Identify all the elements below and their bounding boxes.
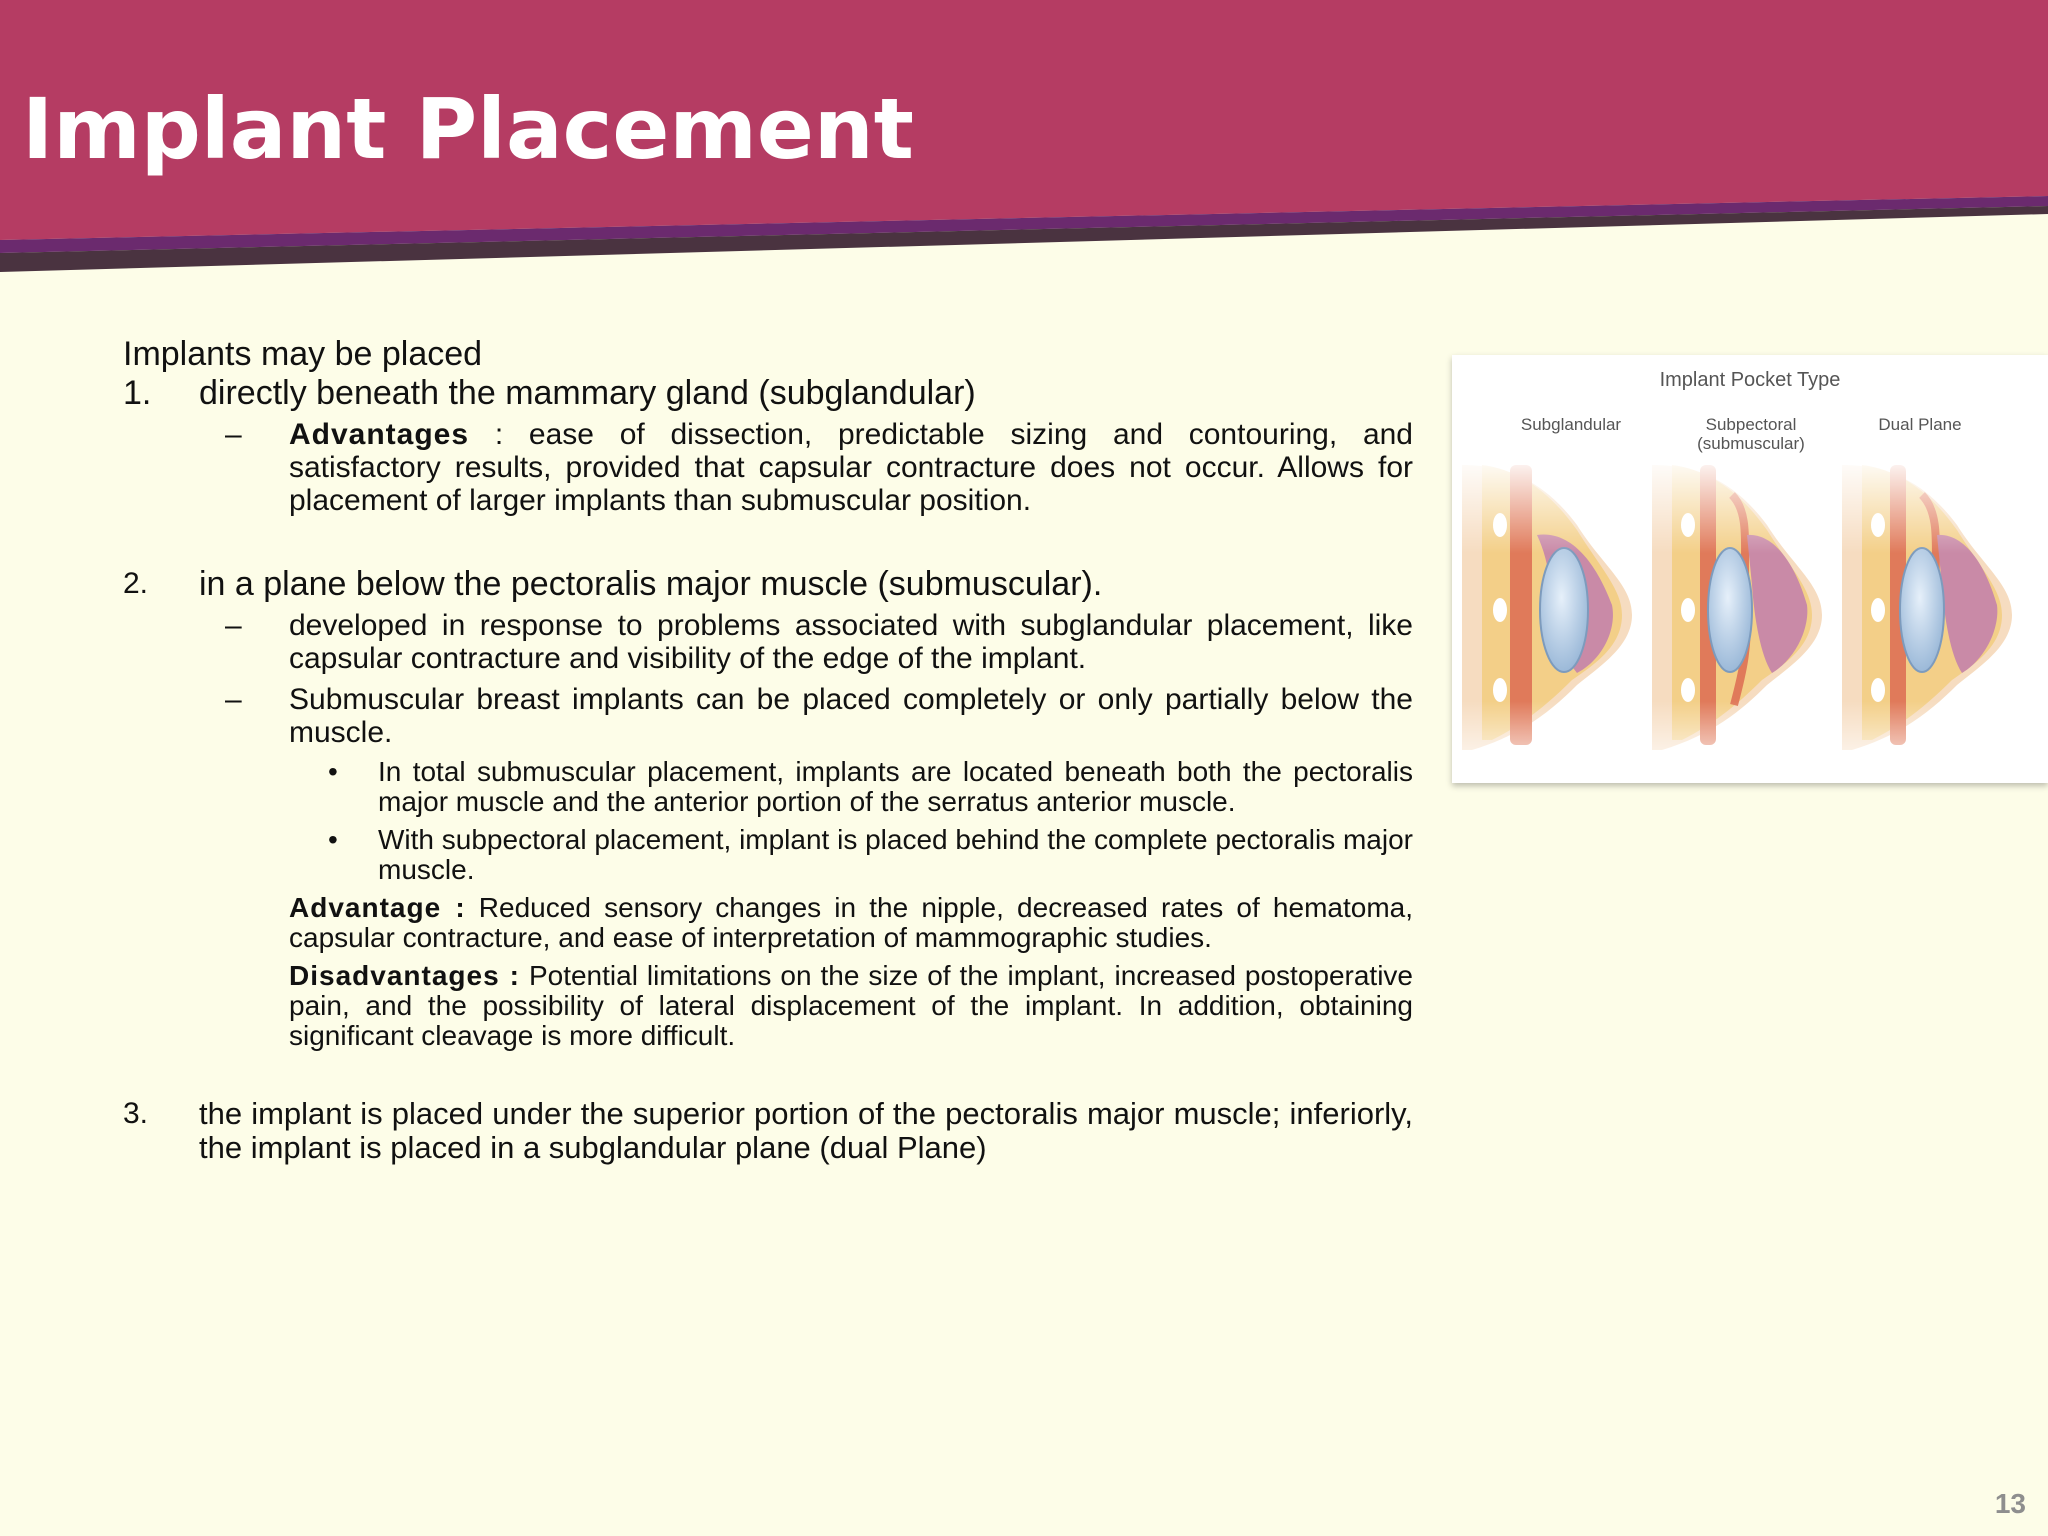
dash-marker: – bbox=[225, 683, 242, 716]
bullet-marker: • bbox=[328, 824, 338, 855]
breast-cross-sections bbox=[1452, 355, 2048, 783]
disadvantages-text: Potential limitations on the size of the implant, increased postoperative pain, and the possibility of lateral displacement of the implant. In addition, obtaining significant cleavage is more difficult. bbox=[289, 960, 1414, 1051]
list-number: 2. bbox=[123, 567, 149, 600]
bullet-text: With subpectoral placement, implant is placed behind the complete pectoralis major muscle. bbox=[378, 824, 1413, 885]
list-item-1 bbox=[123, 376, 1413, 410]
intro-text: Implants may be placed bbox=[123, 335, 483, 373]
bullet-item bbox=[328, 756, 1413, 817]
sub-item bbox=[225, 683, 1413, 749]
list-number: 3. bbox=[123, 1097, 149, 1130]
advantages-label: Advantages bbox=[289, 418, 470, 451]
page-number: 13 bbox=[1994, 1488, 2026, 1519]
sub-item-text: : ease of dissection, predictable sizing and contouring, and satisfactory results, provided that capsular contracture does not occur. Allows for placement of larger implants than submuscular position. bbox=[289, 418, 1413, 517]
bullet-marker: • bbox=[328, 756, 338, 787]
advantage-label: Advantage : bbox=[289, 892, 466, 923]
figure-label-dual-plane: Dual Plane bbox=[1878, 415, 1962, 434]
header-band bbox=[0, 0, 2048, 280]
advantage-text: Reduced sensory changes in the nipple, decreased rates of hematoma, capsular contracture, and ease of interpretation of mammographic studies. bbox=[289, 892, 1413, 953]
figure-label-subglandular: Subglandular bbox=[1520, 415, 1622, 434]
sub-item-text: developed in response to problems associated with subglandular placement, like capsular contracture and visibility of the edge of the implant. bbox=[289, 609, 1413, 675]
advantage-note bbox=[289, 893, 1413, 953]
sub-item bbox=[225, 418, 1413, 517]
list-item-text: directly beneath the mammary gland (subglandular) bbox=[199, 374, 976, 412]
disadvantages-label: Disadvantages : bbox=[289, 960, 520, 991]
figure-label-subpectoral: Subpectoral (submuscular) bbox=[1697, 415, 1805, 453]
sub-item-text: Submuscular breast implants can be placed completely or only partially below the muscle. bbox=[289, 683, 1413, 749]
list-item-text: the implant is placed under the superior portion of the pectoralis major muscle; inferiorly, the implant is placed in a subglandular plane (dual Plane) bbox=[199, 1096, 1413, 1165]
list-number: 1. bbox=[123, 374, 152, 412]
figure-title: Implant Pocket Type bbox=[1659, 369, 1841, 391]
list-item-2 bbox=[123, 567, 1413, 601]
slide-content bbox=[123, 332, 1413, 1165]
implant-pocket-figure bbox=[1452, 355, 2048, 783]
sub-item bbox=[225, 609, 1413, 675]
slide-title: Implant Placement bbox=[22, 80, 914, 178]
list-item-3 bbox=[123, 1097, 1413, 1165]
list-item-text: in a plane below the pectoralis major muscle (submuscular). bbox=[199, 565, 1103, 603]
bullet-item bbox=[328, 824, 1413, 885]
bullet-text: In total submuscular placement, implants are located beneath both the pectoralis major muscle and the anterior portion of the serratus anterior muscle. bbox=[378, 756, 1413, 817]
disadvantages-note bbox=[289, 961, 1413, 1051]
dash-marker: – bbox=[225, 418, 242, 451]
dash-marker: – bbox=[225, 609, 242, 642]
